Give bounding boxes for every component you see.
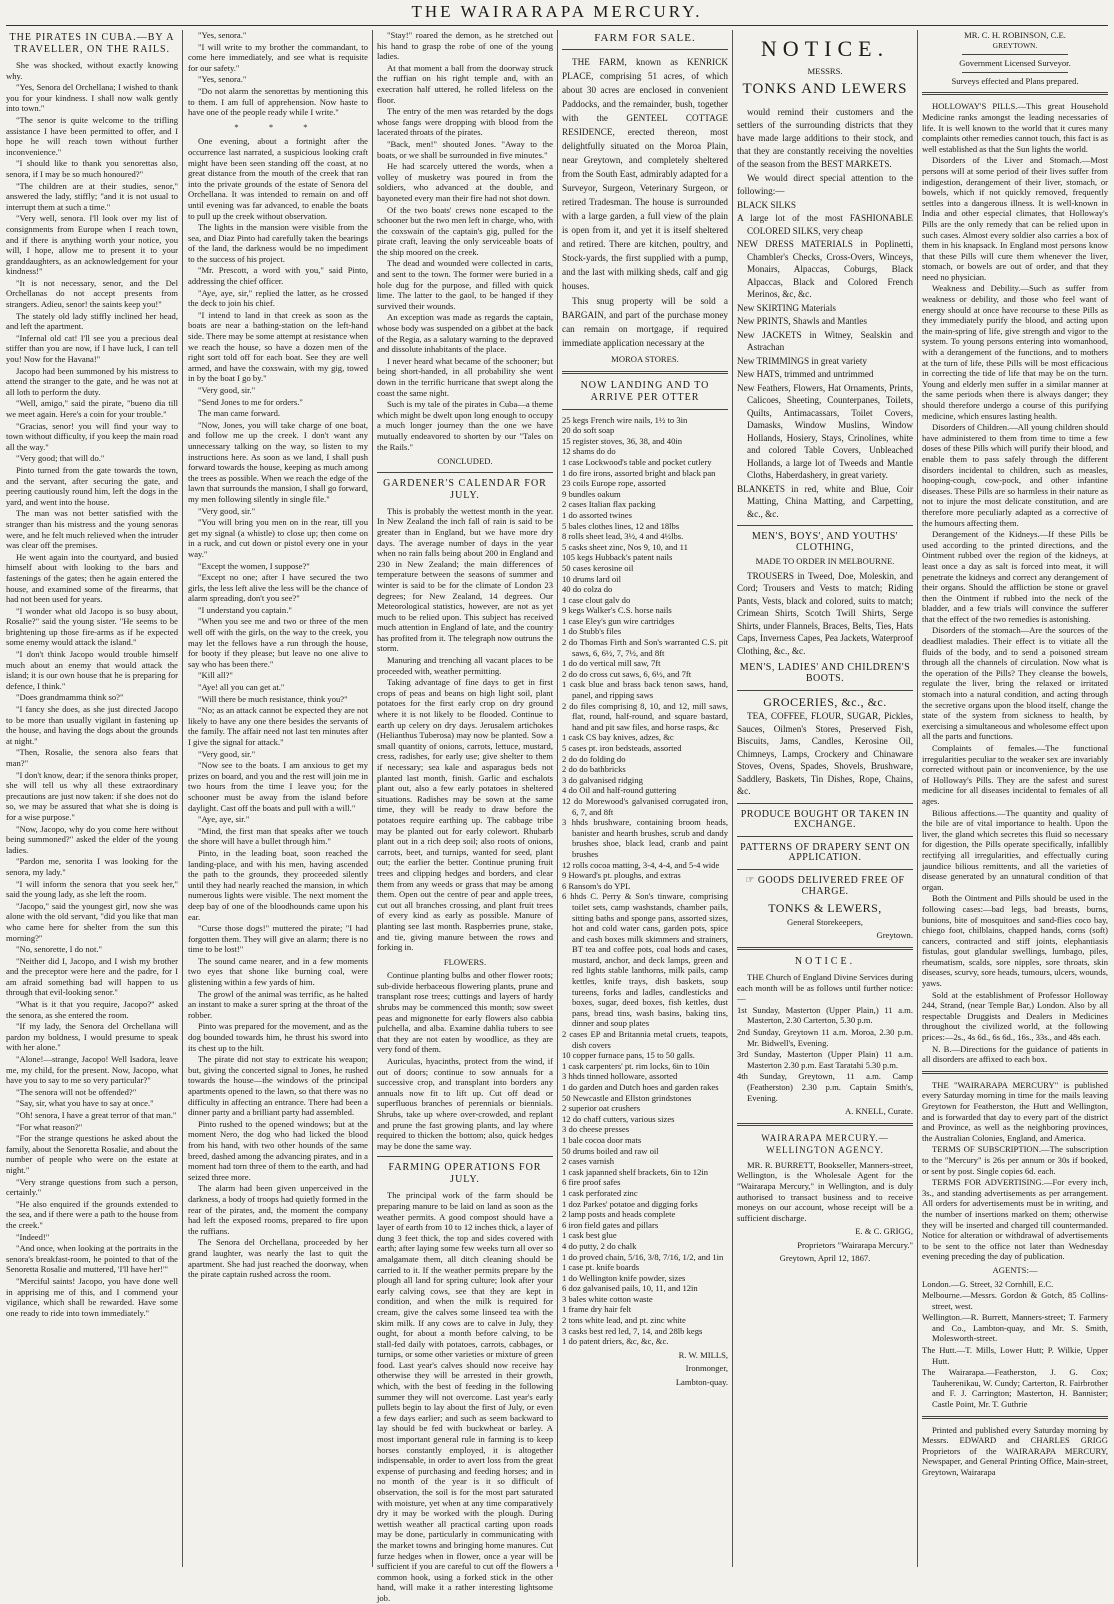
agency-text: MR. R. BURRETT, Bookseller, Manners-street, Wellington, is the Wholesale Agent for the "Wairarapa Mercury," in Wellington, and is duly authorised to transact business and to receive moneys on our account, whose receipt will be a sufficient discharge. [737,1159,913,1223]
story-paragraph: "Now, Jacopo, why do you come here without being summoned?" asked the elder of the young ladies. [6,823,178,855]
moroa-stores-signature: MOROA STORES. [611,354,679,364]
holloway-paragraph: Disorders of Children.—All young children should have administered to them from time to time a few doses of these Pills which will purify their blood, and enable them to pass safely through the different disorders incidental to children, such as measles, hooping-cough, cow-pock, and other infantine diseases. These Pills are so harmless in their nature as not to injure the most delicate constitution, and are therefore more peculiarly adapted as a corrective of the humours affecting them. [922,422,1108,528]
cargo-item: 6 fire proof safes [562,1177,621,1188]
story-paragraph: "Indeed!" [16,1231,50,1242]
patterns-notice: PATTERNS OF DRAPERY SENT ON APPLICATION. [740,841,910,864]
story-paragraph: The lights in the mansion were visible from the sea, and Diaz Pinto had carefully taken the bearings of the land, the darkness would be no impediment to the success of his project. [188,222,368,264]
cargo-item: 1 case Eley's gun wire cartridges [562,615,675,626]
story-paragraph: "Mr. Prescott, a word with you," said Pinto, addressing the chief officer. [188,265,368,287]
story-paragraph: "Alone!—strange, Jacopo! Well Isadora, leave me, my child, for the present. Now, Jacopo, what have you to say to me so very particular?" [6,1054,178,1086]
grigg-signature: E. & C. GRIGG, [855,1226,913,1237]
mills-signature: R. W. MILLS, [678,1349,728,1360]
story-paragraph: "And once, when looking at the portraits in the senora's breakfast-room, he pointed to that of the Senoretta Rosalie and muttered, 'I'll have her!'" [6,1243,178,1275]
story-paragraph: "The senora will not be offended?" [16,1086,137,1097]
agency-title: WAIRARAPA MERCURY.—WELLINGTON AGENCY. [761,1132,889,1155]
story-paragraph: "Do not alarm the senorettas by mentioning this to them. I am full of apprehension. Now haste to have one of the people ready while I write." [188,85,368,118]
column-farm-sale [562,30,728,1567]
story-paragraph: "It is not necessary, senor, and the Del Orchellanas do not accept presents from strangers. Adieu, senor! the saints keep you!" [6,277,178,310]
cargo-item: 1 cask perforated zinc [562,1187,638,1198]
divider [962,72,1068,73]
divider [377,472,553,473]
story-body [377,30,553,452]
story-paragraph: Pinto was prepared for the movement, and as the dog bounded towards him, he thrust his sword into its chest up to the hilt. [188,1021,368,1053]
story-paragraph: "I don't know, dear; if the senora thinks proper, she will tell us why all these extraordinary precautions are just now taken: if she does not do so, we may be assured that what she is doing is for a wise purpose." [6,769,178,822]
divider [737,690,913,691]
cargo-item: 12 shams do do [562,446,616,457]
delivery-notice: ☞ GOODS DELIVERED FREE OF CHARGE. [745,875,905,897]
cargo-item: 6 doz galvanised pails, 10, 11, and 12in [562,1283,698,1294]
cargo-item: 1 cask CS bay knives, adzes, &c [562,732,674,743]
column-divider [732,30,733,1567]
agent-item: London.—G. Street, 32 Cornhill, E.C. [922,1278,1054,1289]
cargo-item: 1 do assorted twines [562,509,632,520]
farm-sale-paragraph: THE FARM, known as KENRICK PLACE, comprising 51 acres, of which about 30 acres are enclosed in convenient Paddocks, and the remainder, bush, together with the GENTEEL COTTAGE RESIDENCE, erected thereon, most delightfully situated on the Moroa Plain, near Greytown, and completely sheltered from the South East, admirably adapted for a Surveyor, Surgeon, Veterinary Surgeon, or retired Tradesman. The house is surrounded with a large garden, a full view of the plain is open from it, and yet it is itself sheltered and retired. There are kitchen, poultry, and Stock-yards, the first supplied with a pump, and the last with milking sheds, calf and gig houses. [562,57,728,291]
cargo-item: 12 rolls cocoa matting, 3-4, 4-4, and 5-4 wide [562,859,720,870]
gardener-paragraph: Manuring and trenching all vacant places to be proceeded with, weather permitting. [377,655,553,676]
cargo-item: 50 cases kerosine oil [562,562,634,573]
story-paragraph: "I should like to thank you senorettas also, senora, if I may be so much honoured?" [6,158,178,179]
firm-name: TONKS AND LEWERS [742,80,908,97]
service-list [737,1005,913,1103]
column-divider [557,30,558,1567]
produce-notice: PRODUCE BOUGHT OR TAKEN IN EXCHANGE. [740,808,910,831]
story-paragraph: "Yes, senora." [198,30,247,40]
story-paragraph: Pinto turned from the gate towards the town, and the servant, after securing the gate, and peering cautiously round him, left the dogs in the yard, and went into the house. [6,464,178,507]
divider [737,869,913,870]
mercury-paragraph: TERMS FOR ADVERTISING.—For every inch, 3s., and standing advertisements as per arrangement. All orders for advertisements must be in writing, and the number of insertions marked on them; otherwise they will be inserted and charged till countermanded. Notice for alteration or withdrawal of advertisements to be sent to the office not later than Wednesday evening preceding the day of publication. [922,1177,1108,1262]
cargo-item: 10 copper furnace pans, 15 to 50 galls. [562,1050,695,1061]
mens-clothing-title: MEN'S, BOYS', AND YOUTHS' CLOTHING, [751,531,899,553]
story-paragraph: "Infernal old cat! I'll see you a precious deal stiffer than you are now, if I have luck, I can tell you! Now for the Havana!" [6,332,178,365]
farm-sale-body [562,55,728,350]
story-paragraph: "Mind, the first man that speaks after we touch the shore will have a bullet through him." [188,825,368,847]
flowers-paragraph: Auriculas, hyacinths, protect from the wind, if out of doors; continue to sow annuals for a successive crop, and transplant into borders any annuals now fit to lift up. Cut off dead or superfluous branches of perennials or biennials. Shrubs, take up where over-crowded, and replant and prune the fast growing plants, and lay where required to thicken the bottom; also, quick hedges may be done the same way. [377,1056,553,1151]
story-paragraph: "You will bring you men on in the rear, till you get my signal (a whistle) to close up; then come on in a ruck, and cut down or pistol every one in your way." [188,517,368,559]
mercury-paragraph: TERMS OF SUBSCRIPTION.—The subscription to the "Mercury" is 26s per annum or 30s if booked, or sent by post. Single copies 6d. each. [922,1144,1108,1176]
story-paragraph: Pinto rushed to the opened windows; but at the moment Nero, the dog who had licked the blood from his hand, with two other hounds of the same breed, dashed among the advancing pirates, and in a moment had torn three of them to the earth, and had seized three more. [188,1118,368,1182]
section-break: * * * [234,121,322,132]
story-paragraph: "No; as an attack cannot be expected they are not likely to have any one there besides the servants of the family. The affair need not last ten minutes after I give the signal for attack." [188,705,368,747]
story-paragraph: The stately old lady stiffly inclined her head, and left the apartment. [6,310,178,332]
curate-signature: A. KNELL, Curate. [844,1106,913,1117]
flowers-body [377,970,553,1151]
story-paragraph: "Back, men!" shouted Jones. "Away to the boats, or we shall be surrounded in five minutes." [377,138,553,160]
story-paragraph: Such is my tale of the pirates in Cuba—a theme which might be dwelt upon long enough to occupy a much longer journey than the one we have mutually endeavored to shorten by our "Tales on the Rails." [377,399,553,452]
mens-clothing-text: TROUSERS in Tweed, Doe, Moleskin, and Cord; Trousers and Vests to match; Riding Pants, Vests, black and colored, suits to match; Crimean Shirts, Scotch Twill Shirts, Serge Shirts, under Flannels, Braces, Belts, Ties, Hats Caps, Inverness Capes, Pea Jackets, Waterproof Clothing, &c., &c. [737,570,913,656]
service-item: 3rd Sunday, Masterton (Upper Plain) 11 a.m. Masterton 2.30 p.m. East Taratahi 5.30 p.m. [737,1049,913,1070]
grigg-date: Greytown, April 12, 1867. [779,1253,871,1264]
story-body [6,60,178,1318]
story-paragraph: I never heard what became of the schooner; but being short-handed, in all probability she went down in the terrific hurricane that swept along the coast the same night. [377,355,553,398]
story-body [188,136,368,1279]
story-paragraph: "Very good, sir." [198,748,256,759]
farming-title: FARMING OPERATIONS FOR JULY. [388,1162,542,1186]
story-paragraph: The pirate did not stay to extricate his weapon; but, giving the concerted signal to Jones, he rushed towards the house—the windows of the principal apartments opened to the lawn, so that there was no difficulty in affecting an entrance. There had been a dinner party and a brilliant party had assembled. [188,1054,368,1118]
masthead-rule [6,25,1108,26]
agents-title: AGENTS:— [992,1264,1038,1275]
story-paragraph: At that moment a ball from the doorway struck the ruffian on his right temple and, with an execration half uttered, he rolled lifeless on the floor. [377,62,553,105]
story-paragraph: "I will write to my brother the commandant, to come here immediately, and see what is requisite for our safety." [188,41,368,73]
goods-line: BLANKETS in red, white and Blue, Coir Matting, China Matting, and Carpetting, &c., &c. [737,483,913,519]
agent-item: Wellington.—R. Burrett, Manners-street; T. Farmery and Co., Lambton-quay, and Mr. S. Smith, Molesworth-street. [922,1312,1108,1344]
cargo-item: 1 do fire irons, assorted bright and black pan [562,467,716,478]
story-paragraph: The Senora del Orchellana, proceeded by her grand laughter, was nearly the last to quit the apartment. She had just reached the doorway, when the pirate captain rushed across the room. [188,1237,368,1280]
cargo-item: 8 rolls sheet lead, 3½, 4 and 4½lbs. [562,531,684,542]
goods-line: NEW DRESS MATERIALS in Poplinetti, Chambler's Checks, Cross-Overs, Winceys, Monairs, Alpaccas, Coburgs, Black Alpaccas, Black and Colored French Merinos, &c, &c. [737,239,913,300]
story-paragraph: "Very good; that will do." [16,453,105,464]
service-item: 1st Sunday, Masterton (Upper Plain,) 11 a.m. Masterton, 2.30 Carterton, 5.30 p.m. [737,1004,913,1026]
cargo-item: 2 do files comprising 8, 10, and 12, mill saws, flat, round, half-round, and square bastard, hand and pit saw files, and horse rasps, &c [562,700,728,732]
cargo-item: 1 bale cocoa door mats [562,1134,642,1145]
story-paragraph: "Jacopo," said the youngest girl, now she was alone with the old servant, "did you like that man who came here for shelter from the sun this morning?" [6,900,178,943]
story-paragraph: The entry of the men was retarded by the dogs whose fangs were dropping with blood from the lacerated throats of the pirates. [377,106,553,138]
story-paragraph: "Stay!" roared the demon, as he stretched out his hand to grasp the robe of one of the young ladies. [377,30,553,62]
gardener-title: GARDENER'S CALENDAR FOR JULY. [383,477,547,501]
cargo-item: 9 Howard's pt. ploughs, and extras [562,870,681,881]
mens-clothing-subtitle: MADE TO ORDER IN MELBOURNE. [755,556,895,567]
mercury-terms [922,1080,1108,1262]
boots-title: MEN'S, LADIES' AND CHILDREN'S BOOTS. [739,662,911,684]
cargo-item: 9 kegs Walker's C.S. horse nails [562,605,672,616]
cargo-item: 1 do do vertical mill saw, 7ft [562,658,661,669]
story-paragraph: "Well, amigo," said the pirate, "bueno dia till we meet again. Here's a coin for your trouble." [6,398,178,419]
farming-body [377,1190,553,1603]
story-paragraph: "The senor is quite welcome to the trifling assistance I have been permitted to offer, and I hope he will reach town without further inconvenience." [6,114,178,157]
messrs-label: MESSRS. [807,66,843,76]
divider [922,1416,1108,1419]
cargo-item: 1 case Lockwood's table and pocket cutlery [562,456,712,467]
holloway-paragraph: Sold at the establishment of Professor Holloway 244, Strand, (near Temple Bar,) London. Also by all respectable Druggists and Dealers in Medicines throughout the civilized world, at the following prices:—2s., 4s 6d., 6s 6d., 16s., 33s., and 48s each. [922,989,1108,1043]
story-paragraph: "Yes, Senora del Orchellana; I wished to thank you for your kindness. I shall now walk gently into town." [6,82,178,114]
story-title: THE PIRATES IN CUBA.—BY A TRAVELLER, ON THE RAILS. [9,32,175,55]
story-paragraph: "Very good, sir." [198,385,256,395]
column-holloway [922,30,1108,1567]
robinson-name: MR. C. H. ROBINSON, C.E. [964,30,1066,40]
gardener-paragraph: Taking advantage of fine days to get in first crops of peas and beans on high light soil, plant potatoes for the first early crop on dry ground where it is not likely to be flooded. Continue to earth up celery on dry days. Jerusalem artichokes (Helianthus Tuberosa) may now be planted. Sow a small quantity of onions, carrots, lettuce, mustard, cress, radishes, for early use; give shelter to them if necessary; sea kale and asparagus beds not planted last month, finish. Garlic and eschalots plant out, also a few early potatoes in sheltered situations. Radishes may be sown at the same time, they will be ready to draw before the potatoes require earthing up. The cabbage tribe may be planted out for early colewort. Rhubarb plant out in a rich deep soil; also roots of onions, carrots, beet, and turnips, wanted for seed, plant out; the earlier the better. Continue pruning fruit trees and clipping hedges and borders, and clear them from any weeds or grass that may be among them. Open out the centre of pear and apple trees, cut out all branches crossing, and plant fruit trees of every kind as early as possible. Manure of planting see last month. Raspberries prune, stake, and tie, giving manure between the rows and forking in. [377,677,553,953]
holloway-paragraph: N. B.—Directions for the guidance of patients in all disorders are affixed to each box. [922,1043,1108,1065]
holloway-paragraph: Both the Ointment and Pills should be used in the following cases:—bad legs, bad breasts, burns, bunions, bite of mosquitoes and sand-flies coco bay, chiego foot, chilblains, chapped hands, corns (soft) cancers, contracted and stiff joints, elephantiasis fistulas, gout glandular swellings, lumbago, piles, rheumatism, scalds, sore nipples, sore throats, skin diseases, scurvy, sore heads, tumours, ulcers, wounds, yaws. [922,893,1108,989]
cargo-item: 1 do patent driers, &c, &c, &c. [562,1336,669,1347]
story-paragraph: "I fancy she does, as she just directed Jacopo to be more than usually vigilant in fastening up the house, and having the dogs about the grounds at night." [6,704,178,746]
goods-line: New PRINTS, Shawls and Mantles [737,316,867,327]
story-paragraph: "I will inform the senora that you seek her," said the young lady, as she left the room. [6,878,178,900]
cargo-item: 2 lamp posts and heads complete [562,1209,676,1220]
cargo-item: 5 bales clothes lines, 12 and 18lbs [562,520,680,531]
agents-list [922,1279,1108,1410]
goods-line: New TRIMMINGS in great variety [737,355,867,366]
story-paragraph: "Then, Rosalie, the senora also fears that man?" [6,747,178,768]
cargo-item: 1 do proved chain, 5/16, 3/8, 7/16, 1/2, and 1in [562,1251,724,1262]
story-paragraph: "For the strange questions he asked about the family, about the Senoretta Rosalie, and about the number of people who were on the estate at night." [6,1133,178,1175]
story-paragraph: "Kill all?" [198,670,233,681]
cargo-item: 5 casks sheet zinc, Nos 9, 10, and 11 [562,541,688,552]
story-paragraph: He had scarcely uttered the words, when a volley of musketry was poured in from the soldiers, who advanced at the double, and bayoneted every man their fire had not shot down. [377,161,553,203]
holloway-advert [922,101,1108,1064]
divider [737,836,913,837]
cargo-item: 23 coils Europe rope, assorted [562,478,666,489]
imprint: Printed and published every Saturday morning by Messrs. EDWARD and CHARLES GRIGG Proprietors of the WAIRARAPA MERCURY, Newspaper, and General Printing Office, Main-street, Greytown, Wairarapa [922,1424,1108,1477]
cargo-list [562,415,728,1347]
holloway-paragraph: Bilious affections.—The quantity and quality of the bile are of vital importance to health. Upon the liver, the gland which secretes this fluid so necessary for digestion, the Pills operate specifically, infallibly rectifying all irregularities, and effectually curing jaundice bilious remittents, and all the varieties of disease generated by an unnatural condition of that organ. [922,807,1108,892]
cargo-item: 3 do cheese presses [562,1124,630,1135]
column-pirates-continued [188,30,368,1567]
cargo-item: 50 Newcastle and Ellston grindstones [562,1092,692,1103]
cargo-item: 1 case pt. knife boards [562,1262,640,1273]
story-paragraph: Pinto, in the leading boat, soon reached the landing-place, and with his men, having ascended the path to the grounds, they proceeded silently until they had nearly reached the mansion, in which numerous lights were visible. The next moment the deep bay of one of the bloodhounds came upon his ear. [188,847,368,922]
goods-line: BLACK SILKS [737,199,796,210]
column-pirates-story [6,30,178,1567]
cargo-item: 1 do garden and Dutch hoes and garden rakes [562,1082,719,1092]
story-paragraph: The alarm had been given unperceived in the darkness, a body of troops had quietly formed in the rear of the pirates, and, the moment the company had left the exposed rooms, prepared to fire upon the ruffians. [188,1183,368,1236]
story-paragraph: He went again into the courtyard, and busied himself about with looking to the bars and fastenings of the gates; then he again entered the house, and examined some of the firearms, that had not been used for years. [6,551,178,605]
cargo-item: 10 drums lard oil [562,573,621,584]
holloway-paragraph: Disorders of the Liver and Stomach.—Most persons will at some period of their lives suffer from indigestion, derangement of their liver, stomach, or bowels, which if not quickly removed, frequently settles into a dangerous illness. It is well-known in India and other especial climates, that Holloway's Pills are the only remedy that can be relied upon in such cases. Almost every soldier also carries a box of them in his knapsack. In England most persons know that these Pills will cure them whenever the liver, stomach, or bowels are out of order, and that they need no physician. [922,155,1108,282]
divider [562,371,728,374]
story-paragraph: The dead and wounded were collected in carts, and sent to the town. The former were buried in a hole dug for the purpose, and filled with quick lime. The latter to the gaol, to be hanged if they survived their wounds. [377,258,553,311]
groceries-text: TEA, COFFEE, FLOUR, SUGAR, Pickles, Sauces, Oilmen's Stores, Preserved Fish, Biscuits, Jams, Candles, Kerosine Oil, Chimneys, Lamps, Crockery and Chinaware Stoves, Ovens, Spades, Shovels, Brushware, Saddlery, Baskets, Tin Dishes, Rope, Chains, &c. [737,711,913,797]
cargo-item: 2 do do cross cut saws, 6, 6½, and 7ft [562,668,692,679]
goods-line: New HATS, trimmed and untrimmed [737,369,874,380]
cargo-item: 1 cask carpenters' pt. rim locks, 6in to 10in [562,1060,710,1071]
divider [562,49,728,50]
tonks-trade: General Storekeepers, [787,916,863,927]
tonks-direct: We would direct special attention to the following:— [737,172,913,196]
cargo-item: 6 iron field gates and pillars [562,1219,659,1230]
agent-item: The Wairarapa.—Featherston, J. G. Cox; Tauherenikau, W. Cundy; Carterton, R. Fairbrother and F. J. Carrington; Masterton, H. Bannister; Castle Point, Mr. T. Guthrie [922,1367,1108,1410]
divider [562,409,728,410]
notice-heading: NOTICE. [760,36,890,61]
cargo-item: 3 hhds brushware, containing broom heads, banister and hearth brushes, scrub and dandy brushes shoe, black lead, cranb and paint brushes [562,817,728,859]
story-paragraph: "Now, Jones, you will take charge of one boat, and follow me up the creek. I don't want any unnecessary talking on the way, so listen to my instructions here. As soon as we land, I shall push forward towards the house, keeping as much among the trees as possible. When we reach the edge of the lawn that surrounds the mansion, I shall go forward, my men following silently in single file." [188,419,368,504]
cargo-item: 2 do do folding do [562,753,626,764]
story-paragraph: "The children are at their studies, senor," answered the lady, stiffly; "and it is not usual to interrupt them at such a time." [6,180,178,212]
cargo-item: 40 do colza do [562,584,613,595]
story-paragraph: "Oh! senora, I have a great terror of that man." [16,1110,177,1120]
cargo-item: 2 do do bathbricks [562,764,626,775]
story-paragraph: The man came forward. [198,408,281,419]
service-item: 4th Sunday, Greytown, 11 a.m. Camp (Featherston) 2.30 p.m. Captain Smith's, Evening. [737,1071,913,1103]
story-paragraph: "Aye, aye, sir." [198,814,250,825]
story-paragraph: "Very good, sir." [198,505,256,516]
story-paragraph: "When you see me and two or three of the men well off with the girls, on the way to the creek, you may let the fellows have a run through the house, for booty if they please; but leave no one alive to say who has been there." [188,616,368,669]
robinson-note: Surveys effected and Plans prepared. [951,75,1079,86]
story-paragraph: "Say, sir, what you have to say at once." [16,1098,154,1109]
story-paragraph: The sound came nearer, and in a few moments two eyes that shone like burning coal, were glistening within a few yards of him. [188,955,368,988]
story-paragraph: "I wonder what old Jacopo is so busy about, Rosalie?" said the young sister. "He seems to be brightening up those fire-arms as if he expected some enemy would attack the island." [6,605,178,648]
flowers-title: FLOWERS. [443,956,487,967]
tonks-signature: TONKS & LEWERS, [768,901,882,916]
tonks-town: Greytown. [876,930,913,941]
service-item: 2nd Sunday, Greytown 11 a.m. Moroa, 2.30 p.m. Mr. Bidwell's, Evening. [737,1026,913,1048]
cargo-item: 6 hhds C. Perry & Son's tinware, comprising toilet sets, camp washstands, chamber pails, sitting baths and sponge pans, assorted sizes, hot and cold water cans, garden pots, spice and cash boxes milk skimmers and strainers, BT tea and coffee pots, coal hods and cases, mustard, anchor, and deck lamps, green and red lights stable lanthorns, milk pails, camp kettles, knife trays, dish baskets, soup tureens, forks and ladles, candlesticks and boxes, sugar, deed boxes, fish kettles, dust pans, bread tins, wash basins, baking tins, dinner and soup plates [562,891,728,1029]
story-paragraph: "Curse those dogs!" muttered the pirate; "I had forgotten them. They will give an alarm; there is no time to be lost!" [188,923,368,955]
cargo-item: 5 cases pt. iron bedsteads, assorted [562,743,682,753]
gardener-body [377,506,553,953]
concluded-label: CONCLUDED. [437,456,493,467]
goods-line: New JACKETS in Witney, Sealskin and Astrachan [737,329,913,353]
cargo-item: 2 do Thomas Firth and Son's warranted C.S. pit saws, 6, 6½, 7, 7½, and 8ft [562,637,728,658]
holloway-paragraph: Complaints of females.—The functional irregularities peculiar to the weaker sex are invariably corrected without pain or inconvenience, by the use of Holloway's Pills. They are the safest and surest medicine for all diseases incidental to females of all ages. [922,743,1108,806]
holloway-paragraph: Disorders of the stomach—Are the sources of the deadliest maladies. Their effect is to vitiate all the fluids of the body, and to send a poisoned stream through all the channels of circulation. Now what is the operation of the Pills? They cleanse the bowels, regulate the liver, bring the relaxed or irritated stomach into a natural condition, and acting through the secretive organs upon the blood itself, change the state of the system from sickness to health, by exercising a simultaneous and wholesome effect upon all the parts and functions. [922,625,1108,742]
cargo-item: 15 register stoves, 36, 38, and 40in [562,435,683,446]
story-paragraph: "Now see to the boats. I am anxious to get my prizes on board, and you and the rest will join me in two hours from the time I leave you; for the schooner must be away from the island before daylight. Cast off the boats and pull with a will." [188,760,368,813]
holloway-paragraph: Weakness and Debility.—Such as suffer from weakness or debility, and those who feel want of energy should at once have recourse to these Pills as they immediately purify the blood, and acting upon the main-spring of life, give strength and vigor to the system. To young persons entering into womanhood, with a derangement of the functions, and to mothers at the turn of life, these Pills will be most efficacious in correcting the tide of life that may be on the turn. Young and elderly men suffer in a similar manner at the same periods when there is always danger; they should therefore undergo a course of this purifying medicine, which ensures lasting health. [922,283,1108,421]
flowers-paragraph: Continue planting bulbs and other flower roots; sub-divide herbaceous flowering plants, prune and transplant rose trees; cuttings and layers of hardy shrubs may be commenced this month; sow sweet peas and mignonette for early flowers also cabbia pulchella, and alba. Examine dahlia tubers to see that they are not eaten by woodlice, as they are very fond of them. [377,970,553,1055]
story-body [188,30,368,118]
story-paragraph: "Will there be much resistance, think you?" [198,693,348,704]
cargo-item: 2 cases EP and Britannia metal cruets, teapots, dish covers [562,1029,728,1050]
story-paragraph: Jacopo had been summoned by his mistress to attend the stranger to the gate, and he was not at all loth to perform the duty. [6,365,178,397]
cargo-item: 3 hhds tinned holloware, assorted [562,1071,678,1082]
cargo-item: 1 cask best glue [562,1230,617,1241]
story-paragraph: "If my lady, the Senora del Orchellana will pardon my boldness, I would presume to speak with her alone." [6,1021,178,1053]
cargo-item: 50 drums boiled and raw oil [562,1145,659,1156]
tonks-intro: would remind their customers and the settlers of the surrounding districts that they have made large additions to their stock, and that they are constantly receiving the novelties of the season from the BEST MARKETS. [737,106,913,169]
cargo-item: 6 Ransom's do YPL [562,880,631,891]
divider [377,1156,553,1157]
holloway-paragraph: Derangement of the Kidneys.—If these Pills be used according to the printed directions, and the Ointment rubbed over the region of the kidneys, at least once a day as salt is forced into meat, it will penetrate the kidneys and correct any derangement of their organs. Should the affliction be stone or gravel then the Ointment if rubbed into the neck of the bladder, and a few trials will convince the sufferer that the effect of the two remedies is astonishing. [922,529,1108,624]
column-divider [182,30,183,1567]
divider [737,1123,913,1126]
goods-line: New SKIRTING Materials [737,302,836,313]
cargo-item: 1 do Stubb's files [562,626,622,637]
divider [737,803,913,804]
cargo-item: 2 tons white lead, and pt. zinc white [562,1315,686,1326]
church-notice-title: NOTICE. [794,956,856,967]
story-paragraph: "Except no one; after I have secured the two girls, the less left alive the less will be the chance of alarm spreading, don't you see?" [188,572,368,604]
divider [962,54,1068,55]
story-paragraph: "Gracias, senor! you will find your way to town without difficulty, if you keep the main road all the way." [6,420,178,452]
story-paragraph: "Aye, aye, sir," replied the latter, as he crossed the deck to join his chief. [188,287,368,309]
story-paragraph: The growl of the animal was terrific, as he halted an instant to make a surer spring at the throat of the robber. [188,988,368,1020]
landing-title: NOW LANDING AND TO ARRIVE PER OTTER [580,379,710,403]
goods-line: A large lot of the most FASHIONABLE COLORED SILKS, very cheap [737,213,913,236]
story-paragraph: She was shocked, without exactly knowing why. [6,60,178,81]
cargo-item: 4 do Oil and half-round guttering [562,785,677,796]
column-tonks-lewers [737,30,913,1567]
story-paragraph: "Does grandmamma think so?" [16,692,124,703]
agent-item: The Hutt.—T. Mills, Lower Hutt; P. Wilkie, Upper Hutt. [922,1345,1108,1366]
column-gardening [377,30,553,1603]
story-paragraph: "He also enquired if the grounds extended to the sea, and if there were a path to the house from the creek." [6,1198,178,1230]
story-paragraph: "Pardon me, senorita I was looking for the senora, my lady." [6,856,178,877]
story-paragraph: "I intend to land in that creek as soon as the boats are near a bathing-station on the left-hand side. There may be some attempt at resistance when we reach the house, so have a dozen men of the right sort told off for each boat. See they are well armed, and have the coxswain, with my gig, towed in by the boat I go by." [188,309,368,384]
holloway-paragraph: HOLLOWAY'S PILLS.—This great Household Medicine ranks amongst the leading necessaries of life. It is well known to the world that it cures many complaints other remedies cannot touch, this fact is as well established as that the Sun lights the world. [922,101,1108,154]
divider [737,525,913,526]
story-paragraph: "I don't think Jacopo would trouble himself much about an enemy that would attack the island; it is our own house that he is preparing for defence, I think." [6,649,178,691]
farm-sale-title: FARM FOR SALE. [594,32,696,44]
story-paragraph: "Send Jones to me for orders." [198,396,303,407]
church-notice-text: THE Church of England Divine Services during each month will be as follows until further notice:— [737,972,913,1004]
cargo-item: 3 bales white cotton waste [562,1293,653,1304]
column-divider [372,30,373,1567]
story-paragraph: "What is it that you require, Jacopo?" asked the senora, as she entered the room. [6,999,178,1020]
story-paragraph: "Very strange questions from such a person, certainly." [6,1176,178,1198]
story-paragraph: "Yes, senora." [198,74,247,85]
cargo-item: 2 cases varnish [562,1156,615,1167]
cargo-item: 3 do galvanised ridging [562,774,643,785]
farming-paragraph: The principal work of the farm should be preparing manure to be laid on land as soon as the weather permits. A good compost should have a layer of earth from 10 to 12 inches thick, a layer of dung 3 feet thick, the top and sides covered with earth; after laying some few weeks turn all over so amalgamate them, all ditch cleaning should be carried to it. If the weather permits prepare by the plough all land for spring culture; look after your early calving cows, see that they are kept in condition, and when the milk is required for cream, give the calves some linseed tea with the skim milk. If any cows are to calve in July, they ought, for about a month before calving, to be stall-fed daily with potatoes, carrots, cabbages, or turnips, or some other varieties or mixture of green food. Last year's calves should now receive hay otherwise they will be arrested in their growth, which, with the best of feeding in the following summer they will not overcome. Last year's early pullets begin to lay about the first of July, or even a few days earlier; and such as seem backward to lay should be fed with buckwheat or barley. A most important general rule in farming is to keep horses constantly employed, it is altogether indispensable, in order to avert loss from the great expense of purchasing and feeding horses; and in no month of the year is it so difficult of observation, the soil is for the most part saturated with moisture, yet when at any time comparatively dry it may be worked with the plough. During wettish weather all practical carting upon roads may be done, particularly in communicating with the market towns and bringing home manures. Cut furze hedges when in flower, once a year will be sufficient if you are careful to cut off the flowers a common hook, using a forked stick in the other hand, will make it a rather interesting lightsome job. [377,1190,553,1603]
cargo-item: 2 cases Italian flax packing [562,499,656,510]
story-paragraph: "Aye! all you can get at." [198,682,285,693]
mercury-paragraph: THE "WAIRARAPA MERCURY" is published every Saturday morning in time for the mails leaving Greytown for Featherston, the Hutt and Wellington, and is forwarded that day to every part of the district and Province, as well as the neighboring provinces, the Australian Colonies, England, and America. [922,1079,1108,1143]
story-paragraph: One evening, about a fortnight after the occurrence last narrated, a suspicious looking craft might have been seen standing off the coast, at no great distance from the mouth of the creek that ran into the private grounds of the estate of Senora del Orchellana. It was intended to remain on and off until evening was far advanced, to enable the boats to pull up the creek without observation. [188,136,368,221]
cargo-item: 4 do putty, 2 do chalk [562,1240,637,1251]
cargo-item: 2 superior oat crushers [562,1103,641,1114]
cargo-item: 1 case clout galv do [562,594,631,605]
mills-address: Lambton-quay. [675,1377,728,1388]
divider [922,92,1108,95]
cargo-item: 25 kegs French wire nails, 1½ to 3in [562,414,688,425]
story-paragraph: "Except the women, I suppose?" [198,560,310,571]
column-divider [917,30,918,1567]
cargo-item: 12 do Morewood's galvanised corrugated iron, 6, 7, and 8ft [562,795,728,817]
cargo-item: 3 casks best red led, 7, 14, and 28lb kegs [562,1325,703,1336]
story-paragraph: "I understand you captain." [198,604,292,615]
divider [922,1071,1108,1074]
story-paragraph: Of the two boats' crews none escaped to the schooner but the two men left in charge, who, with the coxswain of the captain's gig, pulled for the pirate craft, leaving the only serviceable boats of the ship moored on the creek. [377,204,553,257]
cargo-item: 9 bundles oakum [562,488,621,499]
story-paragraph: The man was not better satisfied with the stranger than his mistress and the young senoras were, and he felt much relieved when the intruder was clear off the premises. [6,508,178,551]
divider [737,947,913,950]
grigg-role: Proprietors "Wairarapa Mercury." [797,1239,913,1250]
story-paragraph: "No, senorette, I do not." [16,944,103,955]
story-paragraph: An exception was made as regards the captain, whose body was suspended on a gibbet at the back of the Regia, as a salutary warning to the depraved and dissolute inhabitants of the place. [377,312,553,355]
goods-line: New Feathers, Flowers, Hat Ornaments, Prints, Calicoes, Sheeting, Counterpanes, Toilets, Quilts, Antimacassars, Toilet Covers, Damasks, Window Muslins, Window Hollands, Hosiery, Stays, Crinolines, white and colored Table Covers, Unbleached Hollands, a large lot of Tweeds and Mantle Cloths, Haberdashery, in great variety. [737,382,913,481]
robinson-town: GREYTOWN. [992,40,1038,50]
cargo-item: 1 cask blue and brass back tenon saws, hand, panel, and ripping saws [562,679,728,701]
story-paragraph: "For what reason?" [16,1121,83,1132]
story-paragraph: "Neither did I, Jacopo, and I wish my brother and the preceptor were here and the padre, for I am afraid something bad will happen to us through that evil-looking senor." [6,955,178,998]
story-paragraph: "Merciful saints! Jacopo, you have done well in apprising me of this, and I commend your vigilance, which shall be rewarded. Have some one ready to ride into town immediately." [6,1275,178,1318]
masthead-title: THE WAIRARAPA MERCURY. [411,2,703,21]
story-paragraph: "Very well, senora. I'll look over my list of consignments from Europe when I reach town, and if there is anything worth your notice, you will, I hope, allow me to present it to your granddaughters, as an acknowledgement for your kindness!" [6,213,178,277]
cargo-item: 1 do Wellington knife powder, sizes [562,1272,686,1283]
groceries-title: GROCERIES, &c., &c. [763,694,887,709]
goods-list [737,199,913,521]
cargo-item: 1 frame dry hair felt [562,1304,632,1315]
agent-item: Melbourne.—Messrs. Gordon & Gotch, 85 Collins-street, west. [922,1290,1108,1311]
cargo-item: 105 kegs Hubback's patent nails [562,552,673,563]
robinson-role: Government Licensed Surveyor. [959,58,1071,69]
cargo-item: 1 doz Parkes' potatoe and digging forks [562,1198,698,1209]
mills-trade: Ironmonger, [685,1363,728,1374]
cargo-item: 20 do soft soap [562,425,615,436]
cargo-item: 1 cask japanned shelf brackets, 6in to 12in [562,1166,709,1177]
gardener-paragraph: This is probably the wettest month in the year. In New Zealand the inch fall of rain is said to be greater than in England, but we have more dry days. The average number of days in the year when no rain falls being about 200 in England and 230 in New Zealand; the main differences of temperature between the seasons of summer and winter is said to be for the climate of London 23 degrees; for New Zealand, 14 degrees. Our Meteorological statistics, however, are not as yet much to be relied upon. This subject has received much attention in England of late, and the country has profited from it. The telegraph now outruns the storm. [377,505,553,654]
cargo-item: 12 do chaff cutters, various sizes [562,1113,675,1124]
farm-sale-paragraph: This snug property will be sold a BARGAIN, and part of the purchase money can remain on mortgage, if required immediate application necessary at the [562,296,728,348]
